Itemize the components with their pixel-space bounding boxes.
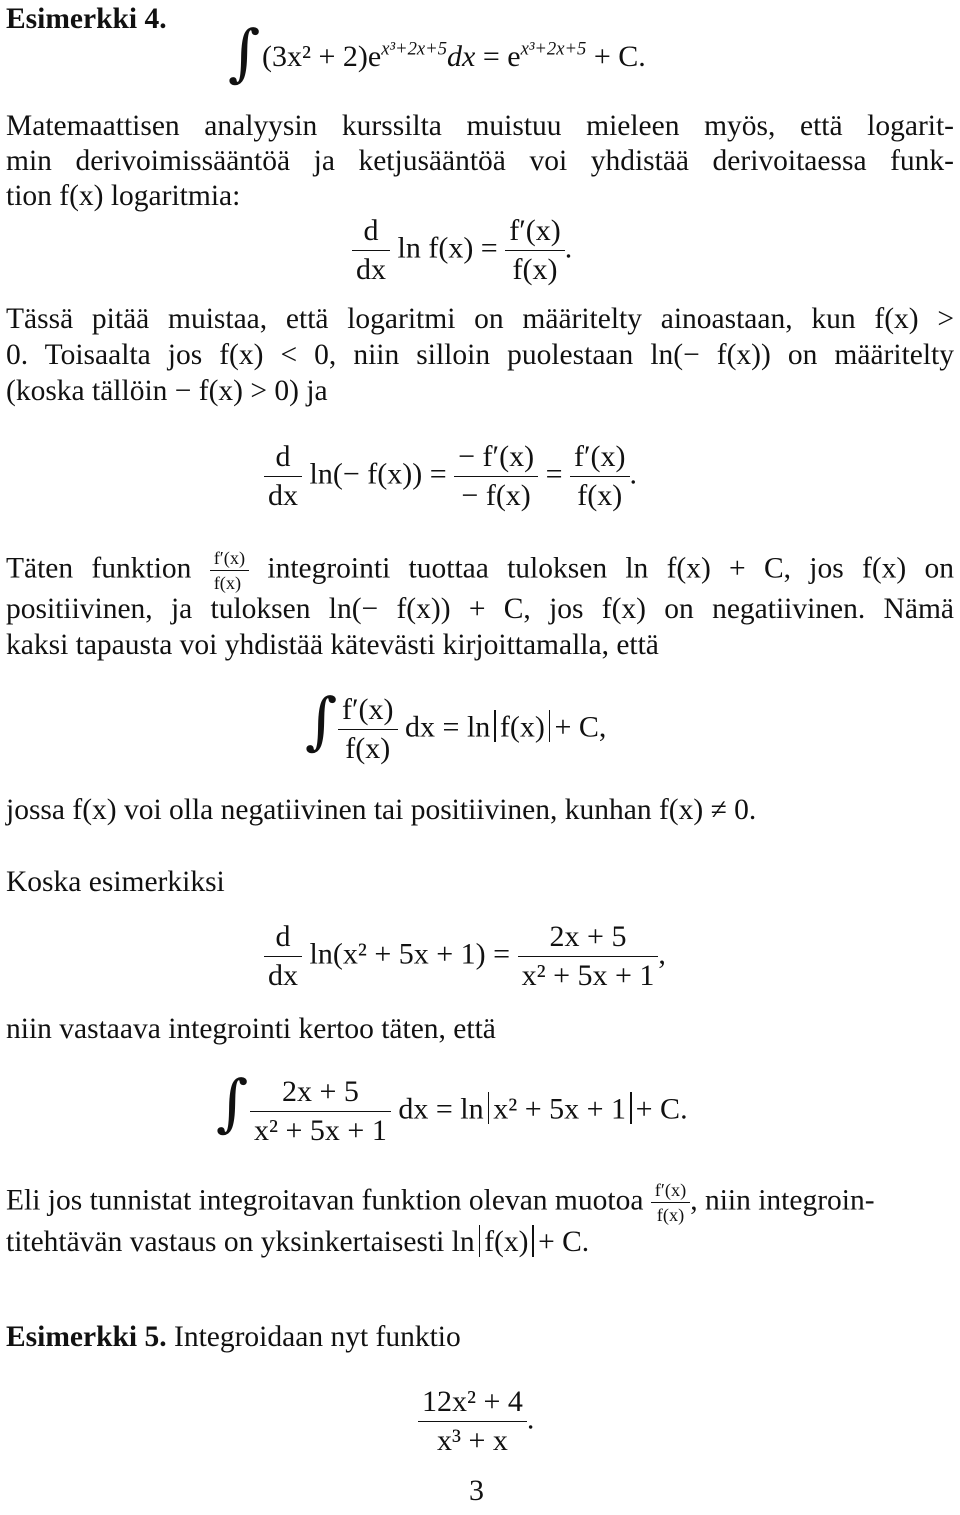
derivative-operator: $\frac{d}{dx}$ [264,920,302,993]
equation-2: $\frac{d}{dx}$ ln f(x) = $\frac{f'(x)}{f(x)}$ . [352,214,572,287]
quotient-fraction: $\frac{2x + 5}{\text{x² + 5x + 1}}$ [518,920,659,993]
paragraph-3-line-2: positiivinen, ja tuloksen ln(− f(x)) + C, jos f(x) on negatiivinen. Nämä [6,593,954,625]
log-derivative-fraction: $\frac{f'(x)}{f(x)}$ [505,214,565,287]
absolute-value-bar [494,710,496,742]
equation-7: $\frac{\text{12x² + 4}}{\text{x³ + x}}$ . [418,1385,534,1458]
integral-sign: ∫ [216,1066,249,1139]
derivative-operator: $\frac{d}{dx}$ [352,214,390,287]
rational-function-fraction: $\frac{\text{12x² + 4}}{\text{x³ + x}}$ [418,1385,527,1458]
absolute-value-bar [630,1092,632,1124]
paragraph-3-line-1: Täten funktion $\frac{f'(x)}{f(x)}$ integrointi tuottaa tuloksen ln f(x) + C, jos f(x) on [6,548,955,594]
paragraph-5-line-1: Koska esimerkiksi [6,866,225,898]
log-derivative-fraction: $\frac{f'(x)}{f(x)}$ [338,693,398,766]
paragraph-7-line-1: Eli jos tunnistat integroitavan funktion olevan muotoa $\frac{f'(x)}{f(x)}$ , niin integroin- [6,1180,875,1226]
equation-6: $\frac{2x + 5}{\text{x² + 5x + 1}}$ dx = ln x² + 5x + 1 + C. [250,1075,688,1148]
inline-fraction: $\frac{f'(x)}{f(x)}$ [651,1180,690,1225]
paragraph-1-line-3: tion f(x) logaritmia: [6,180,241,212]
negated-fraction: $\frac{- f'(x)}{- f(x)}$ [454,440,538,513]
paragraph-4-line-1: jossa f(x) voi olla negatiivinen tai positiivinen, kunhan f(x) ≠ 0. [6,794,757,826]
integral-sign: ∫ [228,16,261,89]
derivative-operator: $\frac{d}{dx}$ [264,440,302,513]
log-derivative-fraction: $\frac{f'(x)}{f(x)}$ [570,440,630,513]
absolute-value-bar [488,1092,490,1124]
page-number: 3 [469,1474,484,1507]
paragraph-1-line-2: min derivoimissääntöä ja ketjusääntöä voi yhdistää derivoitaessa funk- [6,145,954,177]
equation-4: $\frac{f'(x)}{f(x)}$ dx = ln f(x) + C, [338,693,606,766]
absolute-value-bar [479,1225,481,1257]
integral-sign: ∫ [305,684,338,757]
paragraph-2-line-2: 0. Toisaalta jos f(x) < 0, niin silloin puolestaan ln(− f(x)) on määritelty [6,339,954,371]
paragraph-2-line-3: (koska tällöin − f(x) > 0) ja [6,375,328,407]
paragraph-6-line-1: niin vastaava integrointi kertoo täten, että [6,1013,496,1045]
quotient-fraction: $\frac{2x + 5}{\text{x² + 5x + 1}}$ [250,1075,391,1148]
paragraph-1-line-1: Matemaattisen analyysin kurssilta muistuu mieleen myös, että logarit- [6,110,954,142]
equation-5: $\frac{d}{dx}$ ln(x² + 5x + 1) = $\frac{2x + 5}{\text{x² + 5x + 1}}$ , [264,920,666,993]
paragraph-2-line-1: Tässä pitää muistaa, että logaritmi on määritelty ainoastaan, kun f(x) > [6,303,954,335]
example-4-heading: Esimerkki 4. [6,3,167,35]
example-5-line: Esimerkki 5. Integroidaan nyt funktio [6,1321,461,1353]
paragraph-7-line-2: titehtävän vastaus on yksinkertaisesti ln f(x) + C. [6,1226,590,1258]
inline-fraction: $\frac{f'(x)}{f(x)}$ [210,548,249,593]
absolute-value-bar [532,1225,534,1257]
equation-3: $\frac{d}{dx}$ ln(− f(x)) = $\frac{- f'(x)}{- f(x)}$ = $\frac{f'(x)}{f(x)}$ . [264,440,637,513]
equation-1: $(3x^2 + 2)e^{x^3+2x+5}dx = e^{x^3+2x+5} + C$. [262,38,646,73]
example-5-heading: Esimerkki 5. [6,1321,167,1353]
paragraph-3-line-3: kaksi tapausta voi yhdistää kätevästi kirjoittamalla, että [6,629,659,661]
absolute-value-bar [549,710,551,742]
